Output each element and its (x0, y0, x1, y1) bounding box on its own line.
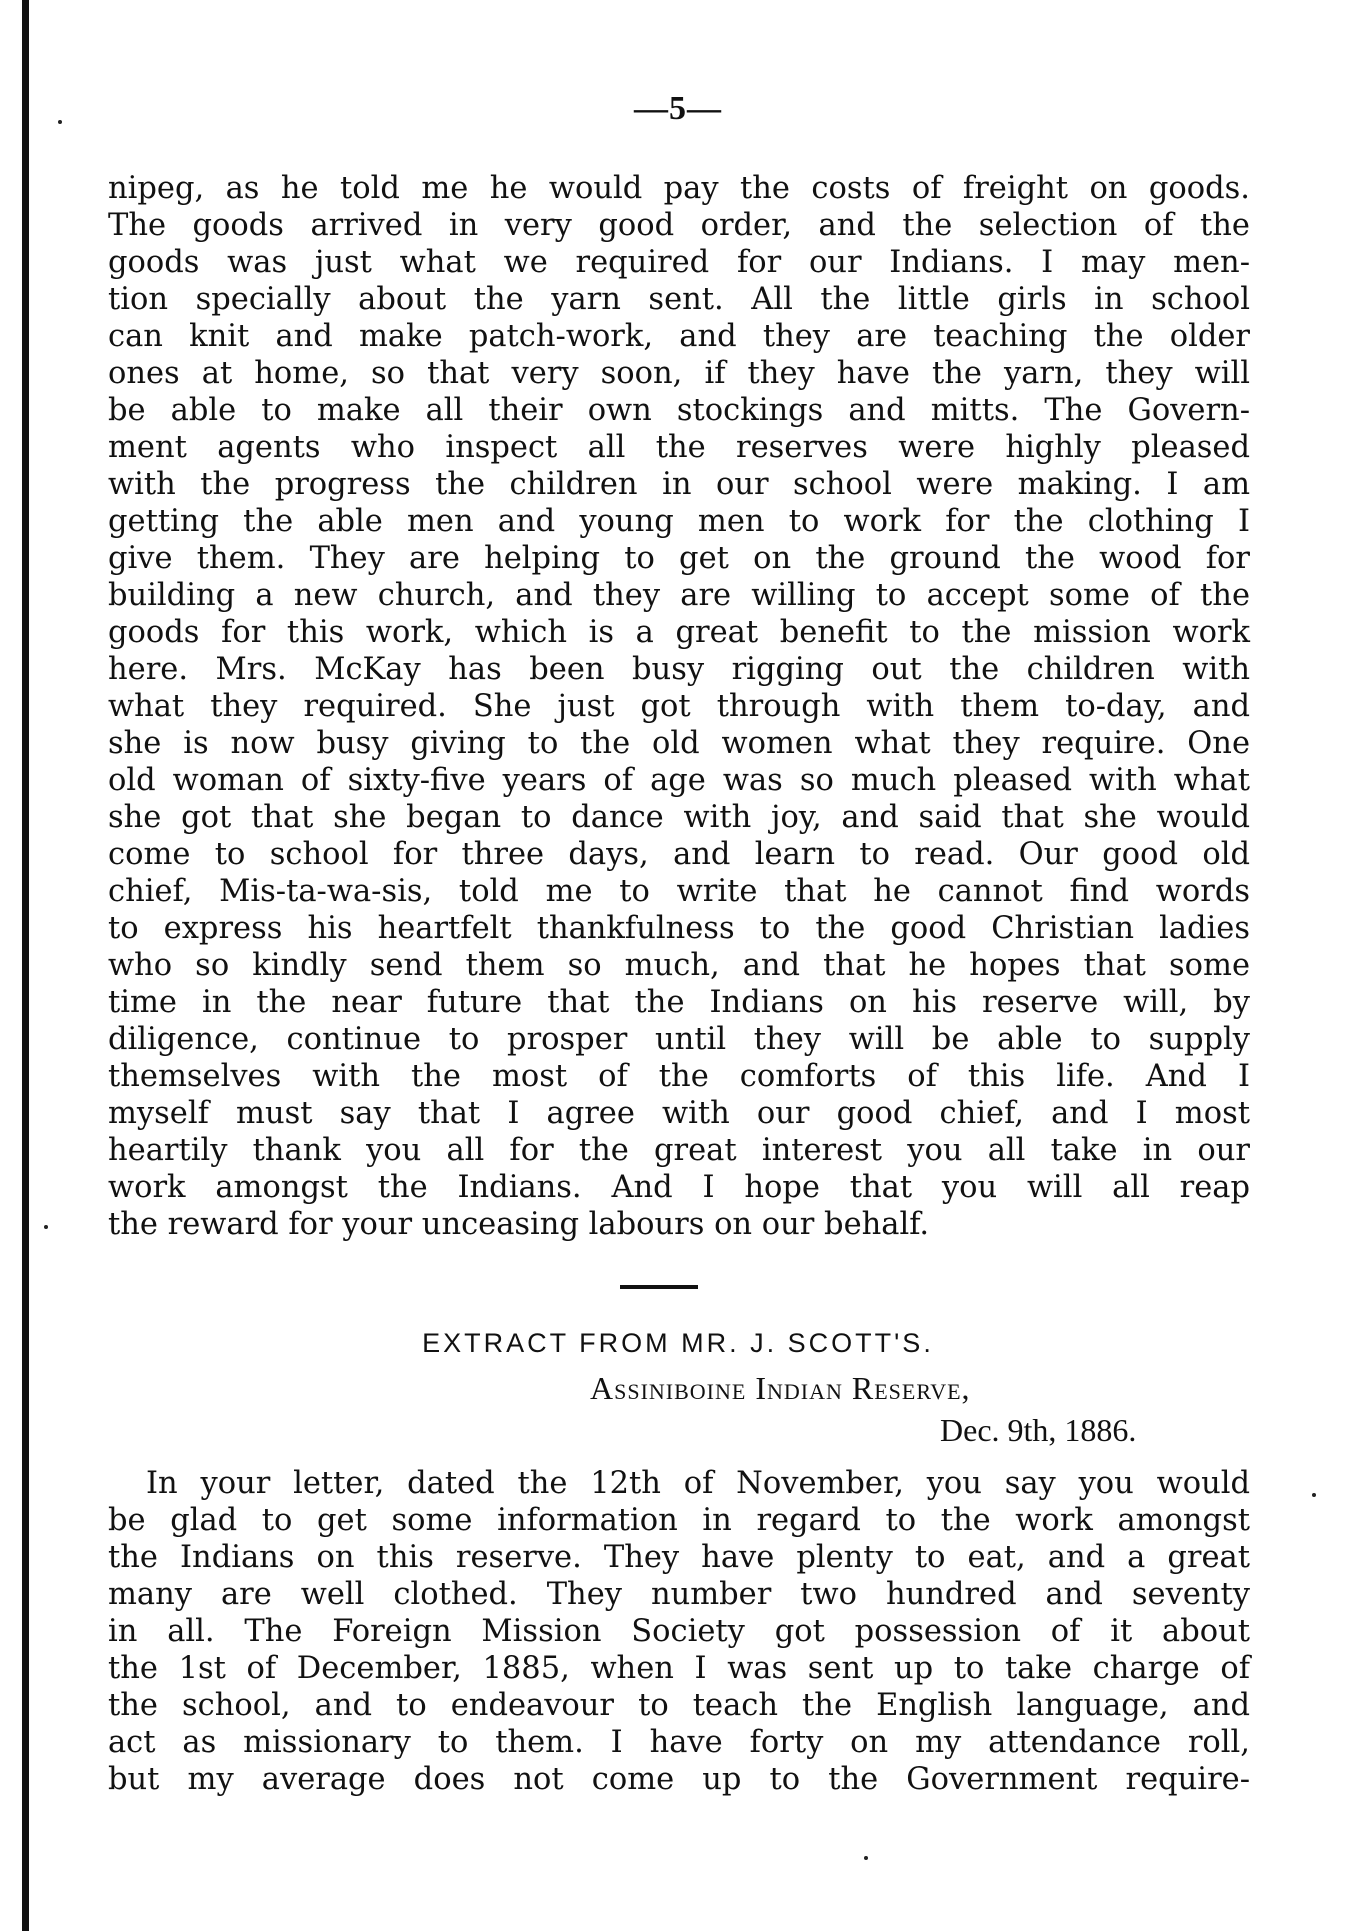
text-line: ment agents who inspect all the reserves were highly pleased (108, 430, 1250, 465)
text-line: the reward for your unceasing labours on our behalf. (108, 1207, 930, 1242)
text-line: she is now busy giving to the old women what they require. One (108, 726, 1250, 761)
text-line: but my average does not come up to the Government require- (108, 1762, 1250, 1797)
text-line: what they required. She just got through with them to-day, and (108, 689, 1250, 724)
text-line: themselves with the most of the comforts of this life. And I (108, 1059, 1250, 1094)
extract-body-paragraph (108, 1465, 1250, 1798)
text-line: can knit and make patch-work, and they are teaching the older (108, 319, 1250, 354)
scan-speck (58, 120, 62, 124)
page-number: —5— (634, 90, 722, 127)
text-line: time in the near future that the Indians on his reserve will, by (108, 985, 1250, 1020)
text-line: the 1st of December, 1885, when I was sent up to take charge of (108, 1651, 1250, 1686)
extract-date: Dec. 9th, 1886. (940, 1412, 1137, 1448)
text-line: she got that she began to dance with joy, and said that she would (108, 800, 1250, 835)
page-binding-edge (22, 0, 29, 1931)
scan-speck (1312, 1493, 1316, 1497)
text-line: goods for this work, which is a great benefit to the mission work (108, 615, 1250, 650)
text-line: tion specially about the yarn sent. All the little girls in school (108, 282, 1250, 317)
scan-speck (864, 1856, 868, 1860)
text-line: building a new church, and they are willing to accept some of the (108, 578, 1250, 613)
text-line: the Indians on this reserve. They have plenty to eat, and a great (108, 1540, 1250, 1575)
section-divider (620, 1285, 698, 1289)
extract-heading: EXTRACT FROM MR. J. SCOTT'S. (422, 1328, 934, 1358)
text-line: ones at home, so that very soon, if they have the yarn, they will (108, 356, 1250, 391)
text-line: chief, Mis-ta-wa-sis, told me to write that he cannot find words (108, 874, 1250, 909)
text-line: myself must say that I agree with our good chief, and I most (108, 1096, 1250, 1131)
text-line: in all. The Foreign Mission Society got possession of it about (108, 1614, 1250, 1649)
extract-place: Assiniboine Indian Reserve, (590, 1370, 971, 1406)
text-line: be glad to get some information in regard to the work amongst (108, 1503, 1250, 1538)
scan-speck (44, 1225, 48, 1229)
text-line: In your letter, dated the 12th of November, you say you would (146, 1466, 1250, 1501)
text-line: work amongst the Indians. And I hope that you will all reap (108, 1170, 1250, 1205)
text-line: goods was just what we required for our Indians. I may men- (108, 245, 1250, 280)
text-line: with the progress the children in our school were making. I am (108, 467, 1250, 502)
text-line: who so kindly send them so much, and that he hopes that some (108, 948, 1250, 983)
text-line: nipeg, as he told me he would pay the costs of freight on goods. (108, 171, 1250, 206)
text-line: come to school for three days, and learn to read. Our good old (108, 837, 1250, 872)
paragraph-text (108, 170, 1250, 1243)
text-line: the school, and to endeavour to teach the English language, and (108, 1688, 1250, 1723)
text-line: many are well clothed. They number two hundred and seventy (108, 1577, 1250, 1612)
letter-body-paragraph (108, 170, 1250, 1243)
text-line: here. Mrs. McKay has been busy rigging out the children with (108, 652, 1250, 687)
text-line: heartily thank you all for the great interest you all take in our (108, 1133, 1250, 1168)
paragraph-text (108, 1465, 1250, 1798)
text-line: act as missionary to them. I have forty on my attendance roll, (108, 1725, 1250, 1760)
text-line: getting the able men and young men to work for the clothing I (108, 504, 1250, 539)
text-line: diligence, continue to prosper until they will be able to supply (108, 1022, 1250, 1057)
text-line: be able to make all their own stockings and mitts. The Govern- (108, 393, 1250, 428)
text-line: The goods arrived in very good order, and the selection of the (108, 208, 1250, 243)
text-line: to express his heartfelt thankfulness to the good Christian ladies (108, 911, 1250, 946)
text-line: old woman of sixty-five years of age was so much pleased with what (108, 763, 1250, 798)
text-line: give them. They are helping to get on the ground the wood for (108, 541, 1250, 576)
